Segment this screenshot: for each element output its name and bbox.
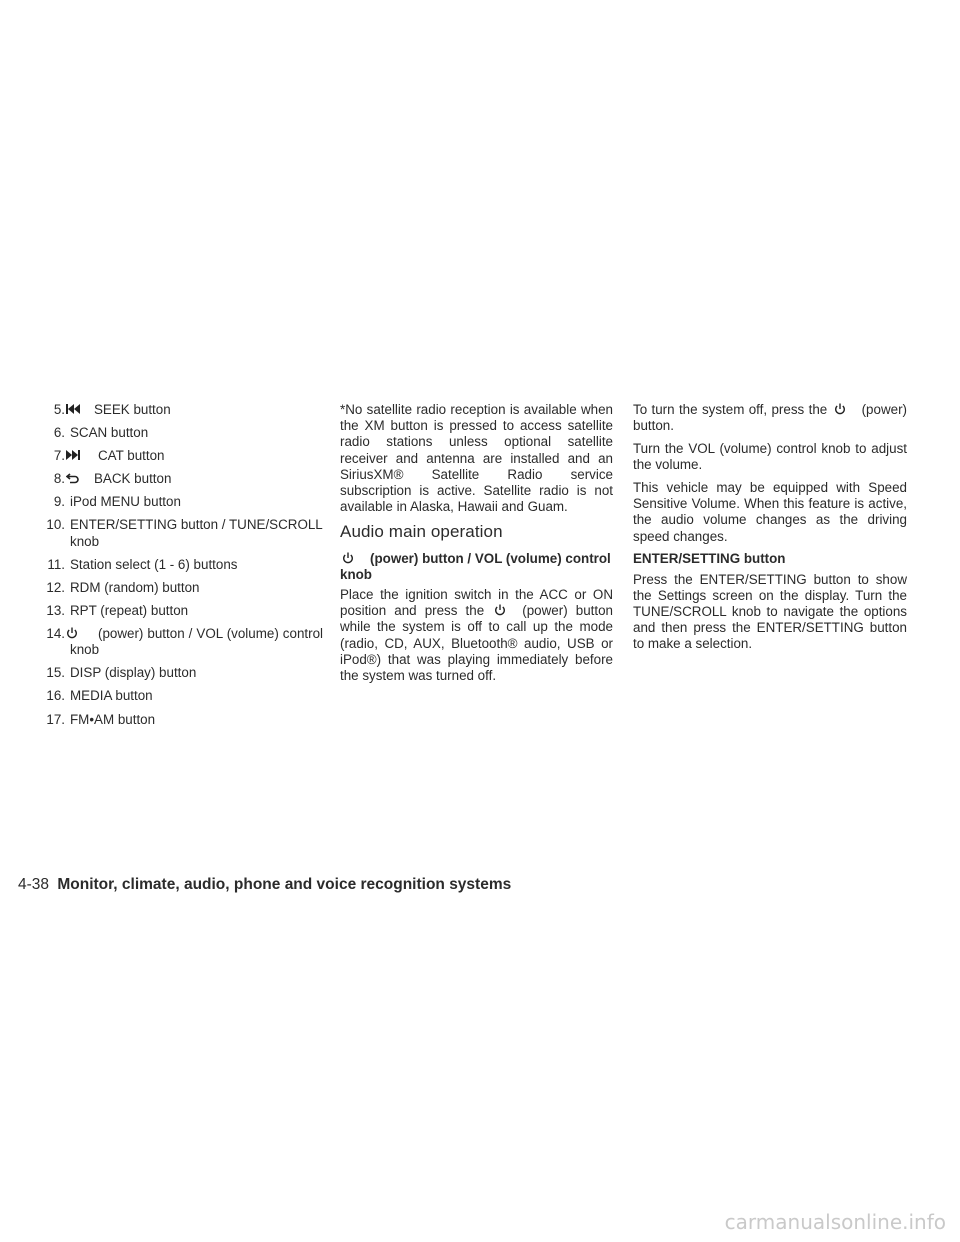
- back-arrow-icon: [66, 472, 80, 484]
- page-number: 4-38: [18, 876, 50, 893]
- volume-paragraph: Turn the VOL (volume) control knob to adjust the volume.: [633, 441, 907, 473]
- enter-setting-paragraph: Press the ENTER/SETTING button to show the Settings screen on the display. Turn the TUNE/SCROLL knob to navigate the options and then press the ENTER/SETTING button to make a selection.: [633, 571, 907, 652]
- power-icon: [834, 403, 846, 415]
- button-list: [18, 402, 323, 735]
- list-item: 9. iPod MENU button: [53, 494, 181, 510]
- power-off-paragraph: To turn the system off, press the (power) button.: [633, 402, 907, 434]
- list-item: 6. SCAN button: [53, 425, 149, 441]
- satellite-radio-note: *No satellite radio reception is available when the XM button is pressed to access satellite radio stations unless optional satellite receiver and antenna are installed and an SiriusXM® Satellite Radio service subscription is active. Satellite radio is not available in Alaska, Hawaii and Guam.: [340, 402, 613, 515]
- skip-back-icon: [66, 403, 80, 415]
- page-footer: [18, 876, 511, 894]
- volume-and-settings-column: [633, 402, 907, 659]
- list-item: 17. FM•AM button: [46, 711, 156, 727]
- list-item: 14. (power) button / VOL (volume) control knob: [46, 626, 323, 658]
- list-item: 5. SEEK button: [53, 402, 171, 417]
- list-item: 15. DISP (display) button: [46, 665, 197, 681]
- enter-setting-subheading: ENTER/SETTING button: [633, 551, 786, 567]
- list-item: 10. ENTER/SETTING button / TUNE/SCROLL knob: [46, 517, 323, 549]
- power-icon: [494, 604, 506, 616]
- power-knob-subheading: (power) button / VOL (volume) control knob: [340, 550, 611, 582]
- chapter-title: Monitor, climate, audio, phone and voice recognition systems: [57, 876, 512, 893]
- skip-forward-icon: [66, 449, 80, 461]
- speed-sensitive-volume-paragraph: This vehicle may be equipped with Speed Sensitive Volume. When this feature is active, the audio volume changes as the driving speed changes.: [633, 480, 907, 544]
- power-on-paragraph: Place the ignition switch in the ACC or ON position and press the (power) button while the system is off to call up the mode (radio, CD, AUX, Bluetooth® audio, USB or iPod®) that was playing immediately before the system was turned off.: [340, 587, 613, 684]
- list-item: 13. RPT (repeat) button: [46, 602, 189, 618]
- section-heading: Audio main operation: [340, 522, 503, 542]
- list-item: 7. CAT button: [53, 448, 165, 464]
- watermark: carmanualsonline.info: [724, 1210, 946, 1234]
- power-icon: [66, 627, 80, 639]
- list-item: 11. Station select (1 - 6) buttons: [47, 556, 238, 572]
- list-item: 16. MEDIA button: [46, 688, 153, 704]
- power-icon: [342, 552, 354, 564]
- list-item: 8. BACK button: [53, 471, 172, 487]
- audio-main-operation-column: [340, 402, 613, 691]
- list-item: 12. RDM (random) button: [46, 579, 200, 595]
